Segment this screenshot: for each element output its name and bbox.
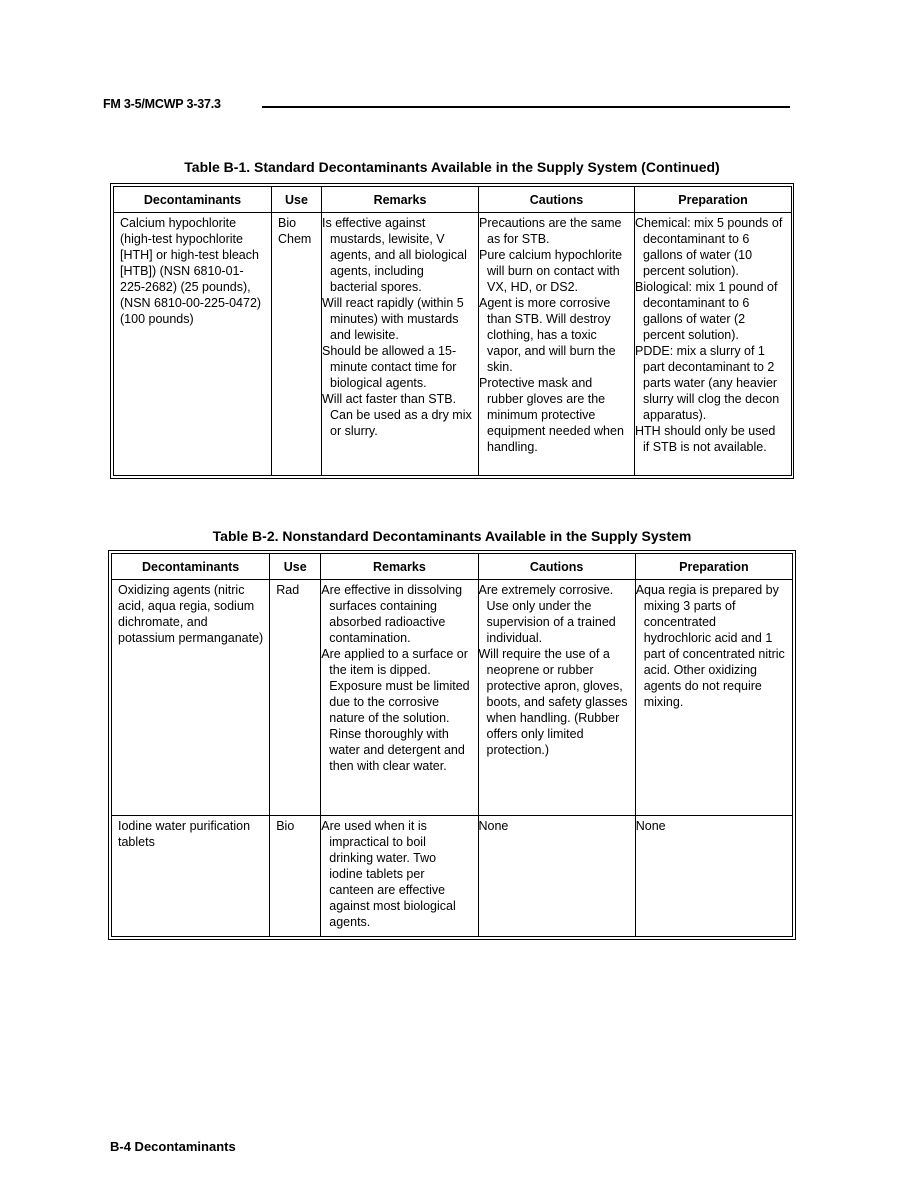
col-header-preparation: Preparation bbox=[635, 187, 792, 213]
table1-title: Table B-1. Standard Decontaminants Available in the Supply System (Continued) bbox=[184, 159, 720, 175]
table-row bbox=[114, 213, 792, 476]
cell-decontaminant: Oxidizing agents (nitric acid, aqua regia, sodium dichromate, and potassium permanganate) bbox=[112, 580, 270, 816]
table1-header-row bbox=[114, 187, 792, 213]
caution-item: Protective mask and rubber gloves are the minimum protective equipment needed when handling. bbox=[479, 376, 624, 454]
table2-title: Table B-2. Nonstandard Decontaminants Available in the Supply System bbox=[212, 528, 692, 544]
preparation-item: PDDE: mix a slurry of 1 part decontaminant to 2 parts water (any heavier slurry will clog the decon apparatus). bbox=[635, 344, 780, 422]
cell-preparation bbox=[635, 816, 792, 937]
page-footer: B-4 Decontaminants bbox=[110, 1139, 236, 1154]
caution-item: Will require the use of a neoprene or rubber protective apron, gloves, boots, and safety glasses when handling. (Rubber offers only limited protection.) bbox=[478, 647, 628, 757]
remark-item: Are used when it is impractical to boil drinking water. Two iodine tablets per canteen are effective against most biological agents. bbox=[321, 819, 456, 929]
use-item: Rad bbox=[276, 583, 300, 597]
use-item: Bio bbox=[278, 216, 297, 230]
remark-item: Are effective in dissolving surfaces containing absorbed radioactive contamination. bbox=[321, 583, 463, 645]
cell-cautions bbox=[479, 213, 635, 476]
table1-grid bbox=[113, 186, 792, 476]
preparation-item: Chemical: mix 5 pounds of decontaminant to 6 gallons of water (10 percent solution). bbox=[635, 216, 783, 278]
col-header-cautions: Cautions bbox=[478, 554, 635, 580]
cell-cautions bbox=[478, 580, 635, 816]
table2-grid bbox=[111, 553, 793, 937]
table2 bbox=[108, 550, 796, 940]
col-header-decontaminants: Decontaminants bbox=[112, 554, 270, 580]
remark-item: Will react rapidly (within 5 minutes) with mustards and lewisite. bbox=[322, 296, 464, 342]
remark-item: Will act faster than STB. Can be used as a dry mix or slurry. bbox=[322, 392, 472, 438]
caution-item: Precautions are the same as for STB. bbox=[479, 216, 622, 246]
col-header-cautions: Cautions bbox=[479, 187, 635, 213]
cell-decontaminant: Calcium hypochlorite (high-test hypochlorite [HTH] or high-test bleach [HTB]) (NSN 6810-01-225-2682) (25 pounds), (NSN 6810-00-225-0472) (100 pounds) bbox=[114, 213, 272, 476]
col-header-decontaminants: Decontaminants bbox=[114, 187, 272, 213]
preparation-item: Biological: mix 1 pound of decontaminant to 6 gallons of water (2 percent solution). bbox=[635, 280, 778, 342]
cell-remarks bbox=[321, 580, 478, 816]
cell-remarks bbox=[321, 816, 478, 937]
preparation-item: None bbox=[635, 819, 666, 833]
cell-use bbox=[272, 213, 322, 476]
caution-item: Are extremely corrosive. Use only under the supervision of a trained individual. bbox=[478, 583, 616, 645]
cell-use bbox=[270, 816, 321, 937]
preparation-item: Aqua regia is prepared by mixing 3 parts of concentrated hydrochloric acid and 1 part of concentrated nitric acid. Other oxidizing agents do not require mixing. bbox=[635, 583, 785, 709]
cell-preparation bbox=[635, 213, 792, 476]
col-header-use: Use bbox=[270, 554, 321, 580]
preparation-item: HTH should only be used if STB is not available. bbox=[635, 424, 776, 454]
table-row bbox=[112, 816, 793, 937]
cell-preparation bbox=[635, 580, 792, 816]
remark-item: Is effective against mustards, lewisite, V agents, and all biological agents, including bacterial spores. bbox=[322, 216, 467, 294]
caution-item: Pure calcium hypochlorite will burn on contact with VX, HD, or DS2. bbox=[479, 248, 623, 294]
table1 bbox=[110, 183, 794, 479]
cell-cautions bbox=[478, 816, 635, 937]
document-header: FM 3-5/MCWP 3-37.3 bbox=[103, 97, 221, 111]
cell-remarks bbox=[322, 213, 479, 476]
col-header-use: Use bbox=[272, 187, 322, 213]
col-header-remarks: Remarks bbox=[321, 554, 478, 580]
caution-item: None bbox=[478, 819, 509, 833]
use-item: Bio bbox=[276, 819, 295, 833]
col-header-preparation: Preparation bbox=[635, 554, 792, 580]
remark-item: Are applied to a surface or the item is dipped. Exposure must be limited due to the corrosive nature of the solution. Rinse thoroughly with water and detergent and then with clear water. bbox=[321, 647, 470, 773]
use-item: Chem bbox=[278, 232, 312, 246]
cell-decontaminant: Iodine water purification tablets bbox=[112, 816, 270, 937]
col-header-remarks: Remarks bbox=[322, 187, 479, 213]
header-rule bbox=[262, 106, 790, 108]
table-row bbox=[112, 580, 793, 816]
remark-item: Should be allowed a 15-minute contact time for biological agents. bbox=[322, 344, 457, 390]
caution-item: Agent is more corrosive than STB. Will destroy clothing, has a toxic vapor, and will burn the skin. bbox=[479, 296, 616, 374]
table2-header-row bbox=[112, 554, 793, 580]
cell-use bbox=[270, 580, 321, 816]
